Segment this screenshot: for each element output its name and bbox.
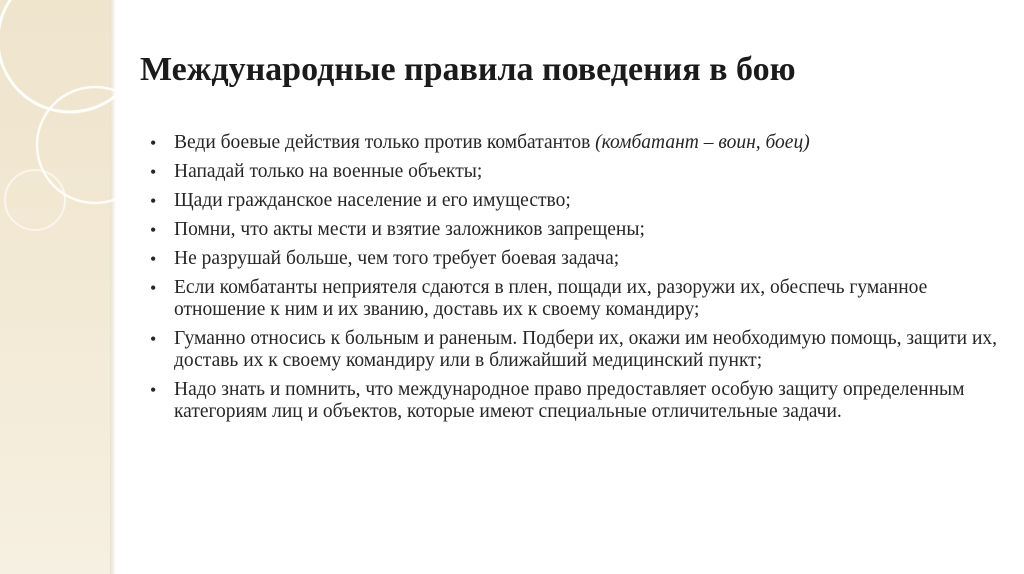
bullet-item <box>148 277 1008 321</box>
bullet-item <box>148 132 1008 154</box>
bullet-item <box>148 161 1008 183</box>
bullet-text: Нападай только на военные объекты; <box>174 161 483 182</box>
bullet-note: (комбатант – воин, боец) <box>595 132 810 153</box>
decorative-circle-large <box>0 0 142 112</box>
bullet-item <box>148 190 1008 212</box>
bullet-dot: • <box>150 329 157 349</box>
decorative-circle-small <box>5 170 65 230</box>
bullet-item <box>148 379 1008 423</box>
bullet-text: Надо знать и помнить, что международное право предоставляет особую защиту определенным категориям лиц и объектов, которые имеют специальные отличительные задачи. <box>174 379 965 422</box>
bullet-text: Гуманно относись к больным и раненым. Подбери их, окажи им необходимую помощь, защити их, доставь их к своему командиру или в ближайший медицинский пункт; <box>174 328 998 371</box>
bullet-dot: • <box>150 162 157 182</box>
bullet-list <box>148 132 1008 430</box>
bullet-text: Веди боевые действия только против комбатантов <box>174 132 596 153</box>
slide-title: Международные правила поведения в бою <box>140 51 796 88</box>
bullet-text: Щади гражданское население и его имущество; <box>174 190 571 211</box>
bullet-dot: • <box>150 249 157 269</box>
bullet-text: Не разрушай больше, чем того требует боевая задача; <box>174 248 620 269</box>
bullet-dot: • <box>150 278 157 298</box>
bullet-text: Если комбатанты неприятеля сдаются в плен, пощади их, разоружи их, обеспечь гуманное отношение к ним и их званию, доставь их к своему командиру; <box>174 277 928 320</box>
bullet-item <box>148 219 1008 241</box>
bullet-text: Помни, что акты мести и взятие заложников запрещены; <box>174 219 645 240</box>
bullet-item <box>148 328 1008 372</box>
bullet-item <box>148 248 1008 270</box>
bullet-dot: • <box>150 133 157 153</box>
bullet-dot: • <box>150 380 157 400</box>
decorative-circle-medium <box>37 87 153 203</box>
bullet-dot: • <box>150 220 157 240</box>
bullet-dot: • <box>150 191 157 211</box>
